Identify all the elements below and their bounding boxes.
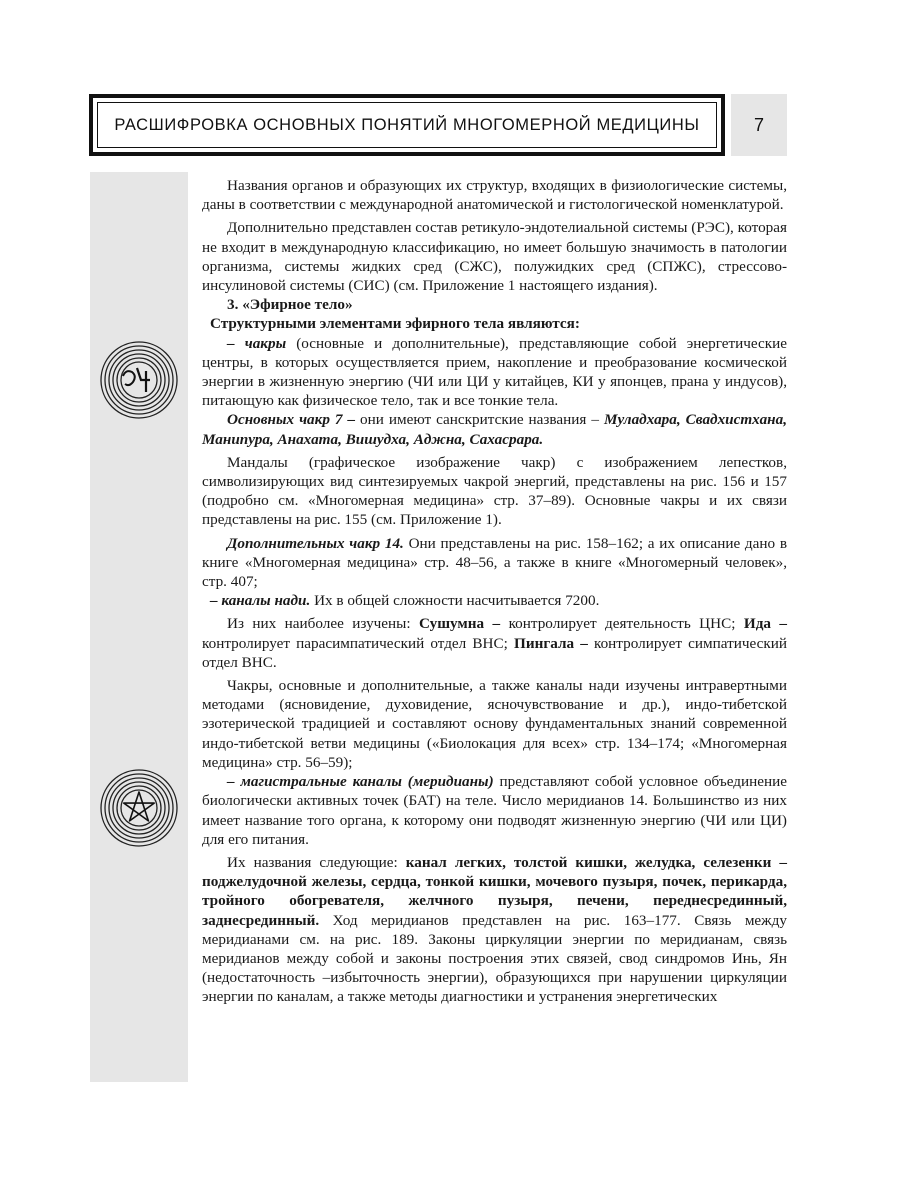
meridians-text: представляют собой условное объединение биологически активных точек (БАТ) на теле. Число меридианов 14. Большинство из них имеет название того органа, к которому они подводят жизненную энергию (ЧИ или ЦИ) для его питания. <box>202 773 787 848</box>
studied-text-1: Из них наиболее изучены: <box>227 615 420 633</box>
paragraph-extra-chakras <box>202 534 787 592</box>
paragraph-nomenclature: Названия органов и образующих их структур, входящих в физиологические системы, даны в соответствии с международной анатомической и гистологической номенклатурой. <box>202 177 787 214</box>
section-heading-ether-body: 3. «Эфирное тело» <box>227 296 353 314</box>
page-number: 7 <box>753 114 764 135</box>
term-pingala: Пингала – <box>514 634 588 652</box>
studied-text-4: контролирует симпатический отдел ВНС. <box>202 634 787 671</box>
studied-text-3: контролирует парасимпатический отдел ВНС; <box>202 634 515 652</box>
paragraph-chakras <box>202 334 787 411</box>
running-header <box>89 94 725 156</box>
running-header-inner-border <box>97 102 717 148</box>
body-text <box>202 176 787 1007</box>
paragraph-meridian-names <box>202 853 787 1007</box>
meridian-names-intro: Их названия следующие: <box>227 853 406 871</box>
term-meridians: – магистральные каналы (меридианы) <box>227 773 494 791</box>
section-subheading: Структурными элементами эфирного тела являются: <box>210 315 580 333</box>
meridian-names-list: канал легких, толстой кишки, желудка, селезенки – поджелудочной железы, сердца, тонкой кишки, мочевого пузыря, почек, перикарда, тройного обогревателя, желчного пузыря, печени, переднесрединный, заднесрединный. <box>202 853 787 929</box>
paragraph-meridians <box>202 772 787 849</box>
term-sushumna: Сушумна – <box>419 615 501 633</box>
paragraph-main-chakras <box>202 410 787 448</box>
chakra-names: Муладхара, Свадхистхана, Манипура, Анахата, Вишудха, Аджна, Сахасрара. <box>202 411 787 448</box>
chakras-text: (основные и дополнительные), представляющие собой энергетические центры, в которых осуществляется прием, накопление и преобразование космической энергии в жизненную энергию (ЧИ или ЦИ у китайцев, КИ у японцев, прана у индусов), питающую как физическое тело, так и все тонкие тела. <box>202 334 787 410</box>
term-nadi: – каналы нади. <box>210 592 311 610</box>
term-extra-chakras: Дополнительных чакр 14. <box>227 534 404 552</box>
sidebar-band <box>90 172 188 1082</box>
studied-text-2: контролирует деятельность ЦНС; <box>500 615 744 633</box>
term-chakras: – чакры <box>227 334 287 352</box>
main-chakras-text: они имеют санскритские названия – <box>355 411 604 429</box>
spiral-glyph-icon <box>99 340 179 420</box>
paragraph-studied-channels <box>202 614 787 672</box>
extra-chakras-text: Они представлены на рис. 158–162; а их описание дано в книге «Многомерная медицина» стр. 48–56, а также в книге «Многомерный человек», стр. 407; <box>202 534 787 591</box>
term-ida: Ида – <box>743 615 787 633</box>
paragraph-res: Дополнительно представлен состав ретикуло-эндотелиальной системы (РЭС), которая не входит в международную классификацию, но имеет большую значимость в патологии организма, системы жидких сред (СЖС), полужидких сред (СПЖС), стрессово-инсулиновой системы (СИС) (см. Приложение 1 настоящего издания). <box>202 219 787 295</box>
running-header-title: РАСШИФРОВКА ОСНОВНЫХ ПОНЯТИЙ МНОГОМЕРНОЙ МЕДИЦИНЫ <box>114 115 700 134</box>
page-number-box <box>731 94 787 156</box>
pentagram-icon <box>99 768 179 848</box>
meridian-names-text: Ход меридианов представлен на рис. 163–177. Связь между меридианами см. на рис. 189. Законы циркуляции энергии по меридианам, связь меридианов между собой и законы построения этих связей, свод синдромов Инь, Ян (недостаточность –избыточность энергии), образующихся при нарушении циркуляции энергии по каналам, а также методы диагностики и устранения энергетических <box>202 911 787 1006</box>
nadi-text: Их в общей сложности насчитывается 7200. <box>310 592 600 610</box>
term-main-chakras: Основных чакр 7 – <box>227 411 356 429</box>
paragraph-nadi <box>202 591 787 610</box>
paragraph-introvert-methods: Чакры, основные и дополнительные, а также каналы нади изучены интравертными методами (ясновидение, духовидение, ясночувствование и др.), индо-тибетской эзотерической традицией и составляют основу фундаментальных знаний современной индо-тибетской ветви медицины («Биолокация для всех» стр. 134–174; «Многомерная медицина» стр. 56–59); <box>202 677 787 771</box>
paragraph-mandalas: Мандалы (графическое изображение чакр) с изображением лепестков, символизирующих вид синтезируемых чакрой энергий, представлены на рис. 156 и 157 (подробно см. «Многомерная медицина» стр. 37–89). Основные чакры и их связи представлены на рис. 155 (см. Приложение 1). <box>202 453 787 529</box>
